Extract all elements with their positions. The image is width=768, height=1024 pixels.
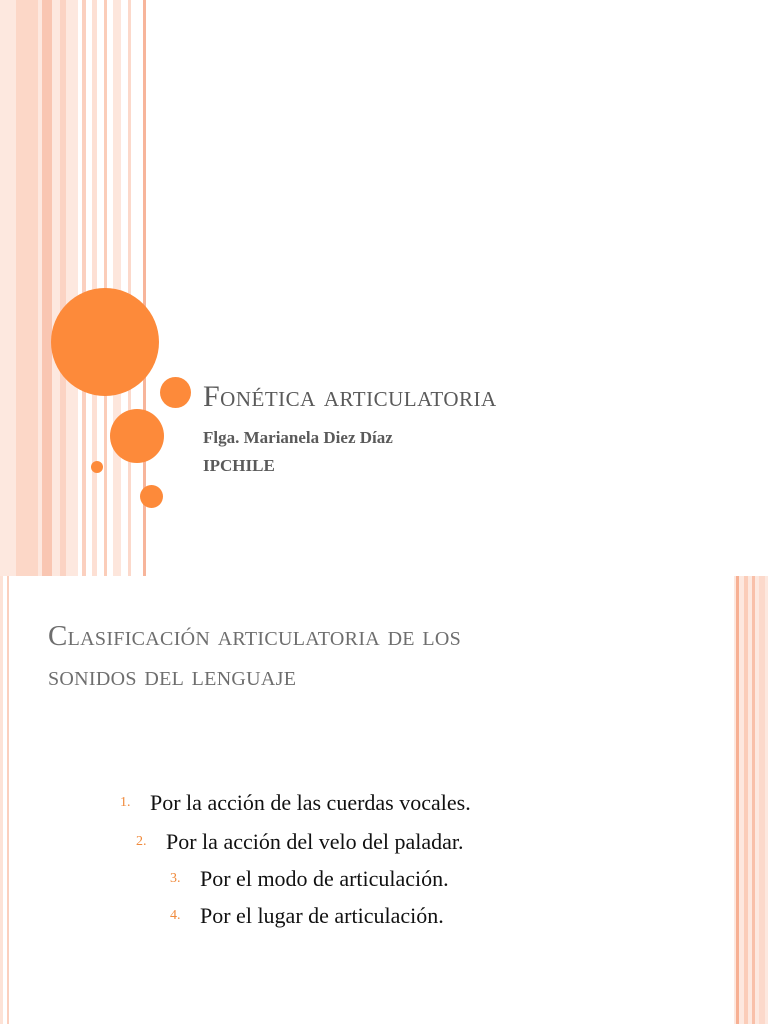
list-text: Por el modo de articulación. [200,866,449,891]
decorative-circle-medium [110,409,164,463]
decorative-circle-dot [91,461,103,473]
author-name: Flga. Marianela Diez Díaz [203,428,393,447]
content-slide [0,576,768,1024]
list-item [170,866,449,892]
list-number: 1. [120,795,131,810]
list-text: Por el lugar de articulación. [200,903,444,928]
list-text: Por la acción del velo del paladar. [166,829,464,854]
slide-heading-line-1: Clasificación articulatoria de los [48,620,462,652]
slide-heading-line-2: sonidos del lenguaje [48,660,297,692]
list-text: Por la acción de las cuerdas vocales. [150,790,471,815]
slide-heading [48,616,698,696]
list-number: 3. [170,871,181,886]
list-item [120,790,471,816]
slide-title: Fonética articulatoria [203,380,497,413]
institution-name: IPCHILE [203,456,275,475]
list-number: 4. [170,908,181,923]
list-number: 2. [136,834,147,849]
decorative-circle-tiny [140,485,163,508]
list-item [170,903,444,929]
decorative-circle-large [51,288,159,396]
decorative-circle-small [160,377,191,408]
list-item [136,829,464,855]
